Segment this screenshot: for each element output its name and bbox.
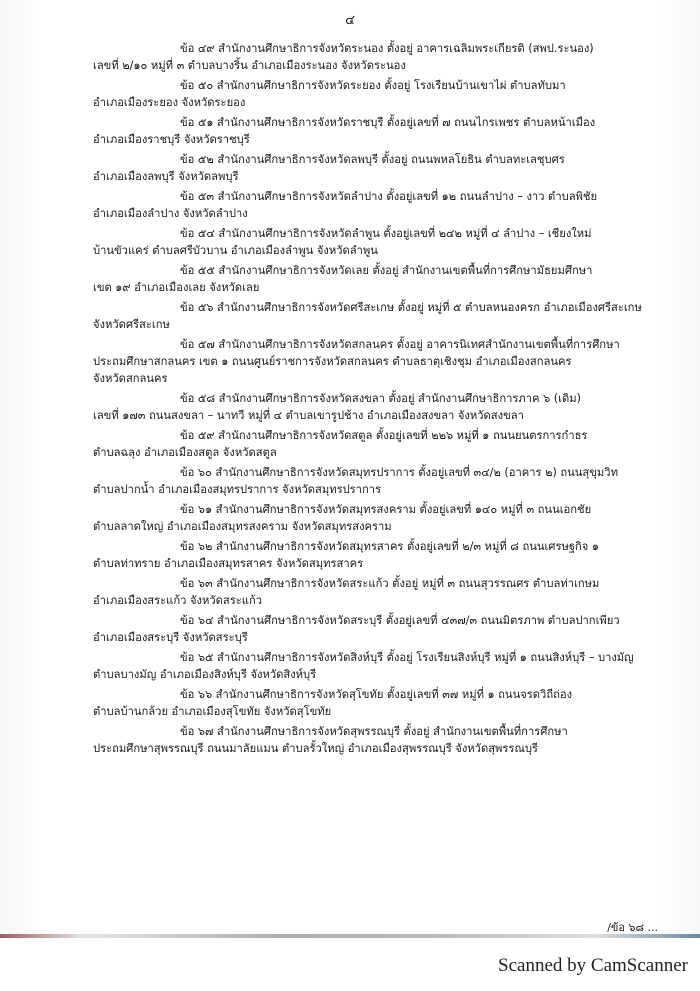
clause-line1: ข้อ ๕๘ สำนักงานศึกษาธิการจังหวัดสงขลา ตั้งอยู่ สำนักงานศึกษาธิการภาค ๖ (เดิม) <box>180 392 581 405</box>
clause-item <box>0 262 700 296</box>
clause-line1: ข้อ ๕๕ สำนักงานศึกษาธิการจังหวัดเลย ตั้งอยู่ สำนักงานเขตพื้นที่การศึกษามัธยมศึกษา <box>180 264 593 277</box>
clause-line2: อำเภอเมืองระยอง จังหวัดระยอง <box>93 96 246 109</box>
clause-item <box>0 575 700 609</box>
clause-line1: ข้อ ๖๕ สำนักงานศึกษาธิการจังหวัดสิงห์บุรี ตั้งอยู่ โรงเรียนสิงห์บุรี หมู่ที่ ๑ ถนนสิงห์บุรี – บางมัญ <box>180 651 634 664</box>
clause-line2: อำเภอเมืองลำปาง จังหวัดลำปาง <box>93 207 248 220</box>
clause-item <box>0 464 700 498</box>
clause-item <box>0 538 700 572</box>
clause-item <box>0 40 700 74</box>
scanner-watermark: Scanned by CamScanner <box>498 955 688 976</box>
clause-line1: ข้อ ๕๙ สำนักงานศึกษาธิการจังหวัดสตูล ตั้งอยู่เลขที่ ๒๒๖ หมู่ที่ ๑ ถนนยนตรการกำธร <box>180 429 588 442</box>
clause-line2: ตำบลบ้านกล้วย อำเภอเมืองสุโขทัย จังหวัดสุโขทัย <box>93 705 332 718</box>
clause-line1: ข้อ ๕๔ สำนักงานศึกษาธิการจังหวัดลำพูน ตั้งอยู่เลขที่ ๒๔๒ หมู่ที่ ๔ ลำปาง – เชียงใหม่ <box>180 227 592 240</box>
clause-item <box>0 390 700 424</box>
clause-item <box>0 427 700 461</box>
clause-item <box>0 188 700 222</box>
clause-line3: จังหวัดสกลนคร <box>93 372 168 385</box>
clause-line1: ข้อ ๖๔ สำนักงานศึกษาธิการจังหวัดสระบุรี ตั้งอยู่เลขที่ ๔๓๗/๓ ถนนมิตรภาพ ตำบลปากเพียว <box>180 614 620 627</box>
page-number: ๔ <box>345 13 355 28</box>
clause-item <box>0 612 700 646</box>
clause-line2: ตำบลปากน้ำ อำเภอเมืองสมุทรปราการ จังหวัดสมุทรปราการ <box>93 483 382 496</box>
clause-line1: ข้อ ๕๓ สำนักงานศึกษาธิการจังหวัดลำปาง ตั้งอยู่เลขที่ ๑๒ ถนนลำปาง – งาว ตำบลพิชัย <box>180 190 598 203</box>
clause-line2: เขต ๑๙ อำเภอเมืองเลย จังหวัดเลย <box>93 281 260 294</box>
clause-line2: ประถมศึกษาสกลนคร เขต ๑ ถนนศูนย์ราชการจังหวัดสกลนคร ตำบลธาตุเชิงชุม อำเภอเมืองสกลนคร <box>93 355 572 368</box>
clause-line2: ตำบลลาดใหญ่ อำเภอเมืองสมุทรสงคราม จังหวัดสมุทรสงคราม <box>93 520 392 533</box>
clause-line1: ข้อ ๖๐ สำนักงานศึกษาธิการจังหวัดสมุทรปราการ ตั้งอยู่เลขที่ ๓๔/๒ (อาคาร ๒) ถนนสุขุมวิท <box>180 466 618 479</box>
clause-line2: ประถมศึกษาสุพรรณบุรี ถนนมาลัยแมน ตำบลรั้วใหญ่ อำเภอเมืองสุพรรณบุรี จังหวัดสุพรรณบุรี <box>93 742 538 755</box>
clause-line2: ตำบลท่าทราย อำเภอเมืองสมุทรสาคร จังหวัดสมุทรสาคร <box>93 557 364 570</box>
clause-item <box>0 77 700 111</box>
clause-line1: ข้อ ๖๖ สำนักงานศึกษาธิการจังหวัดสุโขทัย ตั้งอยู่เลขที่ ๓๗ หมู่ที่ ๑ ถนนจรดวิถีถ่อง <box>180 688 573 701</box>
clause-line2: อำเภอเมืองสระบุรี จังหวัดสระบุรี <box>93 631 248 644</box>
clause-line1: ข้อ ๕๑ สำนักงานศึกษาธิการจังหวัดราชบุรี ตั้งอยู่เลขที่ ๗ ถนนไกรเพชร ตำบลหน้าเมือง <box>180 116 596 129</box>
clause-line1: ข้อ ๖๗ สำนักงานศึกษาธิการจังหวัดสุพรรณบุรี ตั้งอยู่ สำนักงานเขตพื้นที่การศึกษา <box>180 725 568 738</box>
clause-item <box>0 723 700 757</box>
clause-item <box>0 686 700 720</box>
continuation-marker: /ข้อ ๖๘ ... <box>607 921 658 934</box>
clause-line2: จังหวัดศรีสะเกษ <box>93 318 170 331</box>
clause-item <box>0 501 700 535</box>
clause-line2: บ้านขัวแคร่ ตำบลศรีบัวบาน อำเภอเมืองลำพูน จังหวัดลำพูน <box>93 244 378 257</box>
clause-line1: ข้อ ๖๓ สำนักงานศึกษาธิการจังหวัดสระแก้ว ตั้งอยู่ หมู่ที่ ๓ ถนนสุวรรณศร ตำบลท่าเกษม <box>180 577 600 590</box>
clause-line2: อำเภอเมืองสระแก้ว จังหวัดสระแก้ว <box>93 594 263 607</box>
clause-line1: ข้อ ๕๐ สำนักงานศึกษาธิการจังหวัดระยอง ตั้งอยู่ โรงเรียนบ้านเขาไผ่ ตำบลทับมา <box>180 79 566 92</box>
clause-item <box>0 151 700 185</box>
clause-line1: ข้อ ๕๖ สำนักงานศึกษาธิการจังหวัดศรีสะเกษ ตั้งอยู่ หมู่ที่ ๕ ตำบลหนองครก อำเภอเมืองศรีสะเกษ <box>180 301 642 314</box>
clause-line2: อำเภอเมืองลพบุรี จังหวัดลพบุรี <box>93 170 239 183</box>
clause-line1: ข้อ ๕๒ สำนักงานศึกษาธิการจังหวัดลพบุรี ตั้งอยู่ ถนนพหลโยธิน ตำบลทะเลชุบศร <box>180 153 565 166</box>
clause-line2: ตำบลฉลุง อำเภอเมืองสตูล จังหวัดสตูล <box>93 446 277 459</box>
clause-line1: ข้อ ๔๙ สำนักงานศึกษาธิการจังหวัดระนอง ตั้งอยู่ อาคารเฉลิมพระเกียรติ (สพป.ระนอง) <box>180 42 594 55</box>
clause-item <box>0 649 700 683</box>
clause-line2: เลขที่ ๒/๑๐ หมู่ที่ ๓ ตำบลบางริ้น อำเภอเมืองระนอง จังหวัดระนอง <box>93 59 406 72</box>
clause-item <box>0 225 700 259</box>
clause-item <box>0 336 700 387</box>
clause-line1: ข้อ ๖๑ สำนักงานศึกษาธิการจังหวัดสมุทรสงคราม ตั้งอยู่เลขที่ ๑๔๐ หมู่ที่ ๓ ถนนเอกชัย <box>180 503 592 516</box>
page-edge-shadow <box>0 934 700 938</box>
clause-line2: อำเภอเมืองราชบุรี จังหวัดราชบุรี <box>93 133 250 146</box>
clause-list <box>0 40 700 760</box>
clause-item <box>0 114 700 148</box>
clause-line1: ข้อ ๖๒ สำนักงานศึกษาธิการจังหวัดสมุทรสาคร ตั้งอยู่เลขที่ ๒/๓ หมู่ที่ ๘ ถนนเศรษฐกิจ ๑ <box>180 540 600 553</box>
clause-line2: เลขที่ ๑๗๓ ถนนสงขลา – นาทวี หมู่ที่ ๔ ตำบลเขารูปช้าง อำเภอเมืองสงขลา จังหวัดสงขลา <box>93 409 524 422</box>
clause-item <box>0 299 700 333</box>
clause-line1: ข้อ ๕๗ สำนักงานศึกษาธิการจังหวัดสกลนคร ตั้งอยู่ อาคารนิเทศสำนักงานเขตพื้นที่การศึกษา <box>180 338 620 351</box>
clause-line2: ตำบลบางมัญ อำเภอเมืองสิงห์บุรี จังหวัดสิงห์บุรี <box>93 668 317 681</box>
